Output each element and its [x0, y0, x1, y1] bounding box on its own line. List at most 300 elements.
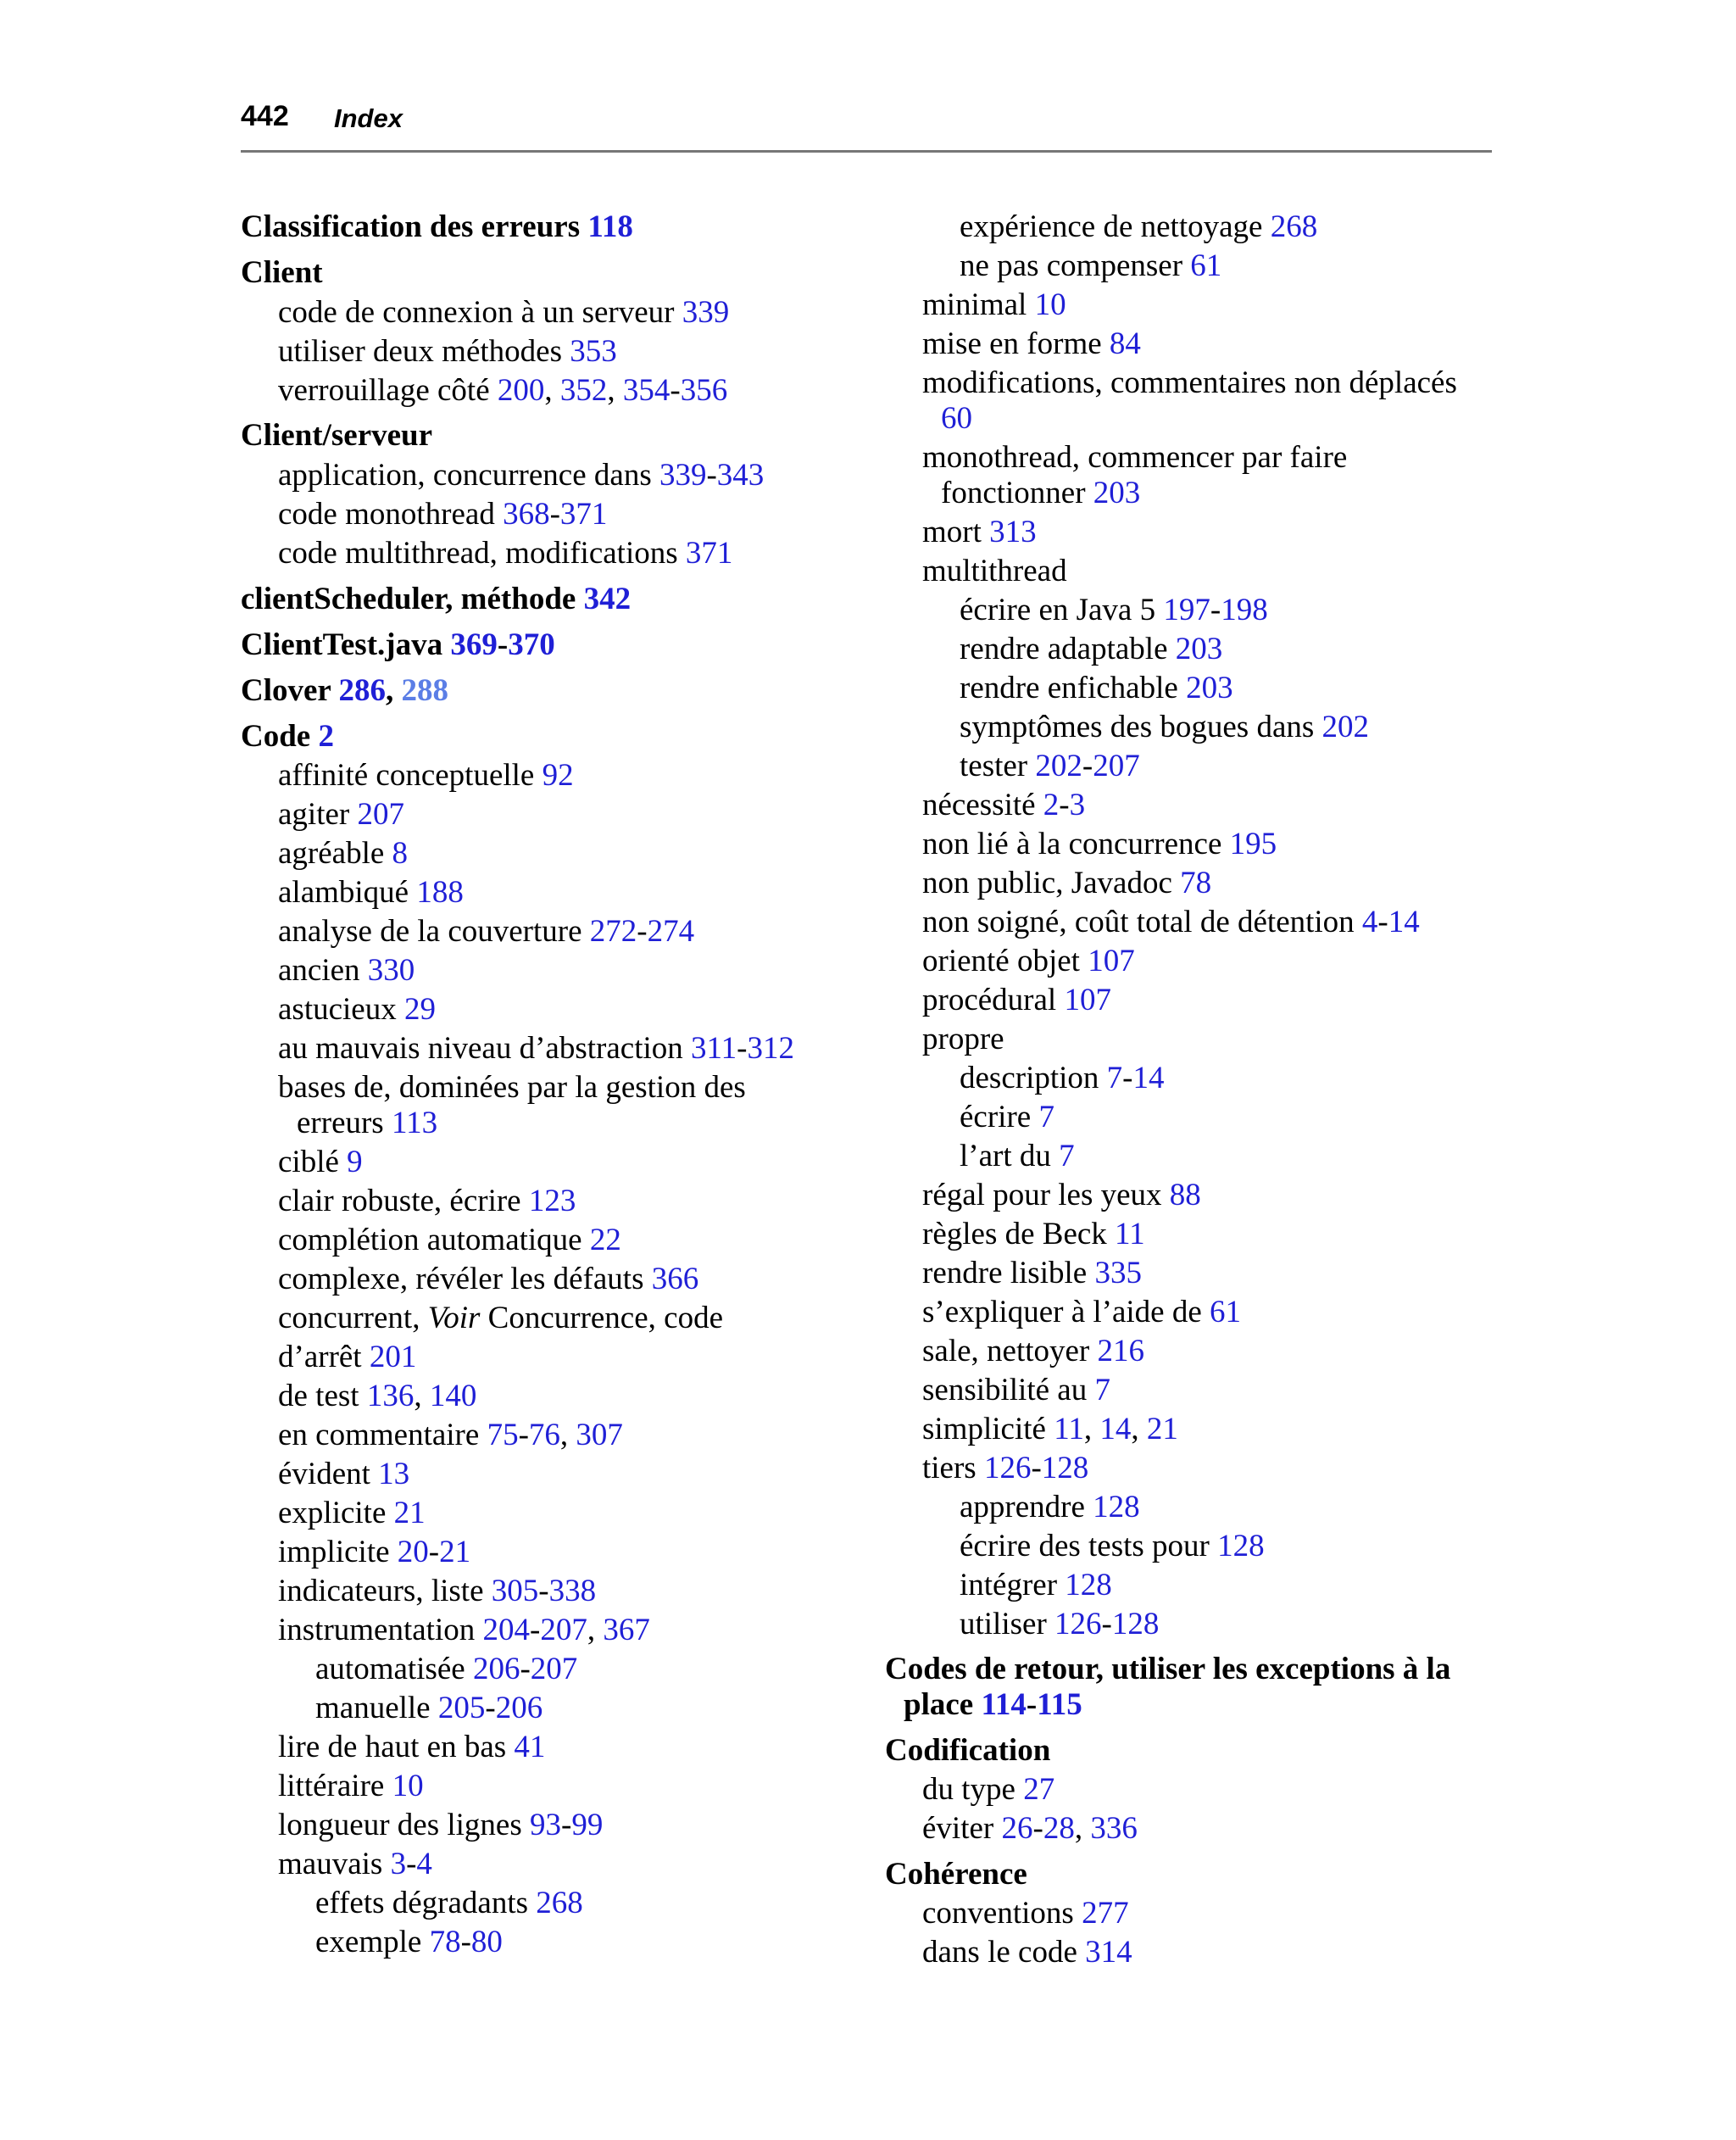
page-reference-link[interactable]: 3: [390, 1847, 407, 1881]
index-entry: [922, 287, 1066, 323]
index-entry: [278, 1261, 698, 1297]
page-reference-link[interactable]: 203: [1175, 632, 1223, 666]
page-reference-link[interactable]: 286: [338, 673, 386, 708]
page-reference-link[interactable]: 336: [1090, 1811, 1138, 1846]
index-entry: [278, 496, 607, 532]
index-term: utiliser: [960, 1607, 1055, 1641]
page-reference-link[interactable]: 28: [1043, 1811, 1075, 1846]
page-reference-link[interactable]: 61: [1190, 248, 1222, 283]
index-term: clair robuste, écrire: [278, 1184, 529, 1218]
index-entry: [960, 1528, 1265, 1564]
index-entry: [885, 1856, 1027, 1892]
index-entry: [278, 333, 617, 370]
index-term: ciblé: [278, 1145, 348, 1179]
page-reference-link[interactable]: 115: [1037, 1687, 1082, 1722]
index-term: -: [1031, 1451, 1042, 1485]
index-term: -: [530, 1613, 541, 1647]
index-entry: [960, 248, 1221, 284]
page-reference-link[interactable]: 198: [1221, 593, 1268, 627]
page-reference-link[interactable]: 4: [1361, 905, 1378, 939]
index-entry: [922, 1934, 1132, 1970]
index-entry: [278, 1144, 363, 1180]
index-term: expérience de nettoyage: [960, 209, 1271, 244]
index-term: code de connexion à un serveur: [278, 295, 682, 330]
index-entry: [278, 1612, 650, 1648]
page-reference-link[interactable]: 114: [981, 1687, 1027, 1722]
index-term: évident: [278, 1457, 379, 1491]
page-reference-link[interactable]: 93: [529, 1808, 561, 1842]
index-term: tester: [960, 749, 1036, 783]
page-reference-link[interactable]: 216: [1097, 1334, 1144, 1368]
index-term: affinité conceptuelle: [278, 758, 542, 793]
page-reference-link[interactable]: 366: [651, 1262, 699, 1296]
page-reference-link[interactable]: 126: [1054, 1607, 1102, 1641]
page-reference-link[interactable]: 370: [508, 627, 555, 662]
page-reference-link[interactable]: 203: [1186, 671, 1233, 705]
page-reference-link[interactable]: 204: [482, 1613, 530, 1647]
index-entry: [960, 1099, 1054, 1135]
index-term: symptômes des bogues dans: [960, 710, 1322, 744]
index-term: automatisée: [315, 1652, 473, 1686]
page-reference-link[interactable]: 206: [495, 1691, 543, 1725]
index-entry: [941, 400, 972, 437]
index-term: ClientTest.java: [241, 627, 451, 662]
index-term: en commentaire: [278, 1418, 487, 1452]
page-reference-link[interactable]: 13: [378, 1457, 410, 1491]
index-entry: [278, 796, 404, 833]
index-term: indicateurs, liste: [278, 1574, 492, 1608]
index-term: -: [549, 497, 560, 532]
index-term: -: [706, 458, 717, 493]
page-reference-link[interactable]: 88: [1169, 1178, 1201, 1212]
page-reference-link[interactable]: 78: [429, 1925, 461, 1959]
page-reference-link[interactable]: 84: [1109, 326, 1141, 361]
page-reference-link[interactable]: 11: [1115, 1217, 1145, 1251]
page-reference-link[interactable]: 207: [357, 797, 404, 832]
page-reference-link[interactable]: 330: [367, 953, 415, 988]
page-reference-link[interactable]: 7: [1106, 1061, 1123, 1095]
index-entry: [315, 1885, 583, 1921]
index-term: ne pas compenser: [960, 248, 1191, 283]
page-reference-link[interactable]: 313: [989, 515, 1037, 549]
index-term: rendre enfichable: [960, 671, 1187, 705]
index-entry: [922, 1810, 1138, 1847]
page-reference-link[interactable]: 201: [369, 1340, 417, 1374]
index-entry: [278, 1417, 623, 1453]
index-term: -: [1059, 788, 1070, 822]
page-reference-link[interactable]: 2: [318, 719, 334, 754]
index-term: minimal: [922, 287, 1035, 322]
index-term: ,: [559, 1418, 576, 1452]
index-term: Client/serveur: [241, 418, 433, 453]
page-reference-link[interactable]: 136: [366, 1379, 415, 1413]
index-term: code monothread: [278, 497, 504, 532]
page-reference-link[interactable]: 126: [983, 1451, 1032, 1485]
index-term: mort: [922, 515, 990, 549]
page-reference-link[interactable]: 118: [587, 209, 633, 244]
index-entry: [278, 1573, 596, 1609]
index-term: -: [1122, 1061, 1133, 1095]
index-term: de test: [278, 1379, 367, 1413]
index-entry: [960, 1138, 1075, 1174]
index-term: -: [518, 1418, 529, 1452]
page-reference-link[interactable]: 200: [497, 373, 545, 408]
page-reference-link[interactable]: 311: [691, 1031, 737, 1066]
index-entry: [922, 326, 1141, 362]
index-term: ,: [607, 373, 623, 408]
index-term: instrumentation: [278, 1613, 483, 1647]
index-entry: [922, 1216, 1145, 1252]
index-term: concurrent,: [278, 1301, 428, 1335]
index-term: écrire: [960, 1100, 1039, 1134]
index-term: conventions: [922, 1896, 1082, 1931]
index-term: -: [520, 1652, 531, 1686]
page-reference-link[interactable]: 8: [392, 836, 409, 871]
index-entry: [922, 1333, 1144, 1369]
page-reference-link[interactable]: 339: [682, 295, 730, 330]
page-reference-link[interactable]: 113: [391, 1106, 438, 1140]
page-reference-link[interactable]: 4: [416, 1847, 432, 1881]
index-term: complexe, révéler les défauts: [278, 1262, 652, 1296]
page-reference-link[interactable]: 128: [1065, 1568, 1112, 1602]
page-reference-link[interactable]: 7: [1059, 1139, 1075, 1173]
index-term: intégrer: [960, 1568, 1066, 1602]
index-entry: [278, 1378, 476, 1414]
index-term: -: [406, 1847, 417, 1881]
index-entry: [922, 1450, 1088, 1486]
index-term: non public, Javadoc: [922, 866, 1181, 900]
index-term: exemple: [315, 1925, 430, 1959]
index-term: manuelle: [315, 1691, 438, 1725]
page-reference-link[interactable]: 368: [503, 497, 550, 532]
page-reference-link[interactable]: 128: [1217, 1529, 1265, 1563]
page-number: 442: [241, 100, 289, 132]
index-entry: [904, 1686, 1082, 1723]
page-reference-link[interactable]: 354: [622, 373, 670, 408]
page-reference-link[interactable]: 197: [1163, 593, 1210, 627]
index-entry: [960, 592, 1268, 628]
page-reference-link[interactable]: 10: [392, 1769, 424, 1803]
index-term: nécessité: [922, 788, 1043, 822]
index-term: d’arrêt: [278, 1340, 370, 1374]
index-entry: [278, 1339, 416, 1375]
page-reference-link[interactable]: 202: [1035, 749, 1082, 783]
page-reference-link[interactable]: 288: [401, 673, 448, 708]
index-term: -: [1032, 1811, 1043, 1846]
index-entry: [960, 1489, 1140, 1525]
index-term: utiliser deux méthodes: [278, 334, 570, 369]
page-reference-link[interactable]: 7: [1038, 1100, 1054, 1134]
index-term: ,: [385, 673, 402, 708]
index-term: -: [497, 627, 509, 662]
index-term: Classification des erreurs: [241, 209, 588, 244]
index-entry: [278, 991, 436, 1028]
page-reference-link[interactable]: 268: [1270, 209, 1318, 244]
index-entry: [278, 913, 694, 950]
page-reference-link[interactable]: 203: [1093, 476, 1141, 510]
index-term: écrire des tests pour: [960, 1529, 1218, 1563]
index-term: Concurrence, code: [480, 1301, 723, 1335]
index-entry: [960, 1567, 1112, 1603]
page-reference-link[interactable]: 188: [416, 875, 464, 910]
index-entry: [922, 1021, 1004, 1057]
index-entry: [297, 1105, 437, 1141]
index-entry: [278, 835, 408, 872]
index-entry: [278, 372, 727, 409]
index-term: -: [1377, 905, 1388, 939]
index-term: ,: [544, 373, 560, 408]
index-term: fonctionner: [941, 476, 1093, 510]
page-reference-link[interactable]: 277: [1082, 1896, 1129, 1931]
page-reference-link[interactable]: 27: [1023, 1772, 1055, 1807]
page-reference-link[interactable]: 195: [1229, 827, 1277, 861]
index-entry: [922, 1372, 1110, 1408]
page-reference-link[interactable]: 128: [1041, 1451, 1089, 1485]
page-reference-link[interactable]: 128: [1093, 1490, 1140, 1524]
page-reference-link[interactable]: 339: [659, 458, 707, 493]
index-term: code multithread, modifications: [278, 536, 686, 571]
page-reference-link[interactable]: 21: [1146, 1412, 1178, 1446]
page-reference-link[interactable]: 268: [536, 1886, 583, 1920]
index-term: Codes de retour, utiliser les exceptions à la: [885, 1652, 1451, 1686]
index-term: règles de Beck: [922, 1217, 1116, 1251]
index-term: -: [1210, 593, 1221, 627]
index-term: clientScheduler, méthode: [241, 582, 584, 616]
page-reference-link[interactable]: 26: [1001, 1811, 1033, 1846]
index-term: ,: [1074, 1811, 1091, 1846]
page-reference-link[interactable]: 80: [470, 1925, 503, 1959]
page-reference-link[interactable]: 342: [583, 582, 632, 616]
page-reference-link[interactable]: 353: [570, 334, 617, 369]
page-reference-link[interactable]: 3: [1069, 788, 1086, 822]
index-entry: [960, 748, 1140, 784]
page-reference-link[interactable]: 207: [540, 1613, 587, 1647]
page-reference-link[interactable]: 22: [589, 1223, 621, 1257]
index-term: simplicité: [922, 1412, 1054, 1446]
page-reference-link[interactable]: 92: [542, 758, 574, 793]
index-entry: [278, 1729, 545, 1765]
index-term: description: [960, 1061, 1107, 1095]
page-reference-link[interactable]: 107: [1088, 944, 1135, 978]
index-entry: [278, 1456, 409, 1492]
index-term: non lié à la concurrence: [922, 827, 1230, 861]
index-term: erreurs: [297, 1106, 392, 1140]
index-term: application, concurrence dans: [278, 458, 659, 493]
see-reference-label: Voir: [427, 1301, 481, 1335]
index-term: explicite: [278, 1496, 394, 1530]
index-term: propre: [922, 1022, 1004, 1056]
index-term: apprendre: [960, 1490, 1093, 1524]
index-entry: [960, 1060, 1164, 1096]
index-term: -: [428, 1535, 440, 1569]
index-term: éviter: [922, 1811, 1002, 1846]
index-entry: [960, 209, 1317, 245]
index-entry: [241, 627, 555, 663]
index-term: Client: [241, 255, 323, 290]
page-reference-link[interactable]: 107: [1064, 983, 1111, 1017]
index-entry: [278, 1807, 603, 1843]
page-reference-link[interactable]: 338: [548, 1574, 597, 1608]
index-term: ,: [587, 1613, 604, 1647]
index-term: écrire en Java 5: [960, 593, 1164, 627]
index-term: rendre lisible: [922, 1256, 1095, 1290]
index-term: complétion automatique: [278, 1223, 590, 1257]
index-term: -: [1082, 749, 1093, 783]
page-reference-link[interactable]: 11: [1054, 1412, 1084, 1446]
page-reference-link[interactable]: 14: [1099, 1412, 1132, 1446]
page-reference-link[interactable]: 206: [472, 1652, 520, 1686]
index-entry: [278, 535, 732, 571]
index-entry: [922, 787, 1085, 823]
index-entry: [278, 1768, 424, 1804]
index-term: multithread: [922, 554, 1067, 588]
index-term: effets dégradants: [315, 1886, 537, 1920]
index-term: Cohérence: [885, 1857, 1027, 1892]
page-reference-link[interactable]: 314: [1085, 1935, 1132, 1970]
index-entry: [922, 1411, 1178, 1447]
index-term: place: [904, 1687, 982, 1722]
page-reference-link[interactable]: 14: [1132, 1061, 1165, 1095]
index-entry: [922, 439, 1347, 476]
index-term: tiers: [922, 1451, 984, 1485]
page-reference-link[interactable]: 352: [559, 373, 608, 408]
index-entry: [278, 1069, 746, 1106]
page-reference-link[interactable]: 76: [528, 1418, 560, 1452]
index-term: -: [737, 1031, 748, 1066]
index-term: -: [1026, 1687, 1038, 1722]
index-entry: [278, 757, 574, 794]
index-entry: [278, 874, 464, 911]
index-term: monothread, commencer par faire: [922, 440, 1348, 475]
running-title: Index: [334, 103, 403, 133]
index-term: Clover: [241, 673, 339, 708]
index-entry: [922, 982, 1111, 1018]
index-term: ,: [414, 1379, 430, 1413]
page-reference-link[interactable]: 78: [1180, 866, 1212, 900]
page-reference-link[interactable]: 21: [439, 1535, 471, 1569]
index-entry: [315, 1651, 577, 1687]
index-term: ancien: [278, 953, 368, 988]
index-term: bases de, dominées par la gestion des: [278, 1070, 746, 1105]
page-reference-link[interactable]: 371: [559, 497, 608, 532]
page-reference-link[interactable]: 274: [647, 914, 695, 949]
index-entry: [922, 1177, 1201, 1213]
page-reference-link[interactable]: 371: [685, 536, 733, 571]
page-reference-link[interactable]: 335: [1094, 1256, 1142, 1290]
index-entry: [960, 1606, 1159, 1642]
index-entry: [241, 672, 448, 709]
index-entry: [241, 417, 432, 454]
index-term: rendre adaptable: [960, 632, 1176, 666]
page-reference-link[interactable]: 2: [1043, 788, 1060, 822]
page-reference-link[interactable]: 367: [603, 1613, 650, 1647]
index-term: -: [670, 373, 681, 408]
page-reference-link[interactable]: 207: [1093, 749, 1140, 783]
index-term: régal pour les yeux: [922, 1178, 1170, 1212]
page-reference-link[interactable]: 60: [941, 401, 972, 436]
index-entry: [278, 1495, 426, 1531]
index-term: non soigné, coût total de détention: [922, 905, 1362, 939]
page-reference-link[interactable]: 312: [747, 1031, 794, 1066]
index-entry: [922, 1895, 1129, 1931]
header-rule: [241, 150, 1492, 153]
index-entry: [941, 475, 1140, 511]
page-reference-link[interactable]: 61: [1210, 1295, 1242, 1329]
index-term: sensibilité au: [922, 1373, 1095, 1407]
page-reference-link[interactable]: 14: [1388, 905, 1420, 939]
page-reference-link[interactable]: 99: [571, 1808, 604, 1842]
index-entry: [922, 553, 1067, 589]
index-entry: [922, 514, 1037, 550]
index-entry: [278, 1300, 723, 1336]
page-reference-link[interactable]: 202: [1321, 710, 1370, 744]
page-reference-link[interactable]: 307: [576, 1418, 623, 1452]
page-reference-link[interactable]: 75: [487, 1418, 519, 1452]
index-entry: [922, 1294, 1241, 1330]
index-entry: [278, 1846, 432, 1882]
index-term: littéraire: [278, 1769, 392, 1803]
index-term: ,: [1083, 1412, 1100, 1446]
page-reference-link[interactable]: 10: [1034, 287, 1066, 322]
index-term: agiter: [278, 797, 358, 832]
index-term: mauvais: [278, 1847, 391, 1881]
index-term: -: [1101, 1607, 1112, 1641]
index-term: -: [538, 1574, 549, 1608]
page-reference-link[interactable]: 369: [450, 627, 498, 662]
index-term: s’expliquer à l’aide de: [922, 1295, 1210, 1329]
index-entry: [960, 709, 1369, 745]
index-entry: [241, 254, 323, 291]
index-term: au mauvais niveau d’abstraction: [278, 1031, 691, 1066]
index-entry: [278, 952, 415, 989]
index-term: mise en forme: [922, 326, 1110, 361]
index-entry: [922, 365, 1457, 401]
index-entry: [922, 904, 1420, 940]
index-entry: [241, 581, 631, 617]
index-entry: [885, 1732, 1050, 1769]
index-term: implicite: [278, 1535, 398, 1569]
page-reference-link[interactable]: 205: [437, 1691, 486, 1725]
page-reference-link[interactable]: 7: [1094, 1373, 1110, 1407]
index-term: alambiqué: [278, 875, 417, 910]
index-entry: [885, 1651, 1450, 1687]
index-term: Code: [241, 719, 319, 754]
page-reference-link[interactable]: 41: [514, 1730, 546, 1764]
page-reference-link[interactable]: 140: [429, 1379, 477, 1413]
index-term: ,: [1131, 1412, 1147, 1446]
index-term: longueur des lignes: [278, 1808, 530, 1842]
page-reference-link[interactable]: 272: [589, 914, 637, 949]
index-entry: [922, 1771, 1054, 1808]
page-reference-link[interactable]: 20: [397, 1535, 429, 1569]
page-reference-link[interactable]: 305: [491, 1574, 539, 1608]
index-entry: [960, 631, 1222, 667]
page-reference-link[interactable]: 123: [528, 1184, 576, 1218]
page-reference-link[interactable]: 128: [1111, 1607, 1160, 1641]
index-entry: [278, 1183, 576, 1219]
index-entry: [278, 457, 764, 493]
page-reference-link[interactable]: 29: [403, 992, 436, 1027]
page-reference-link[interactable]: 207: [530, 1652, 578, 1686]
page-reference-link[interactable]: 9: [347, 1145, 363, 1179]
index-term: -: [637, 914, 648, 949]
page-reference-link[interactable]: 356: [680, 373, 728, 408]
index-entry: [922, 943, 1135, 979]
index-term: agréable: [278, 836, 392, 871]
index-entry: [241, 209, 633, 245]
page-reference-link[interactable]: 21: [393, 1496, 426, 1530]
page-reference-link[interactable]: 343: [716, 458, 765, 493]
